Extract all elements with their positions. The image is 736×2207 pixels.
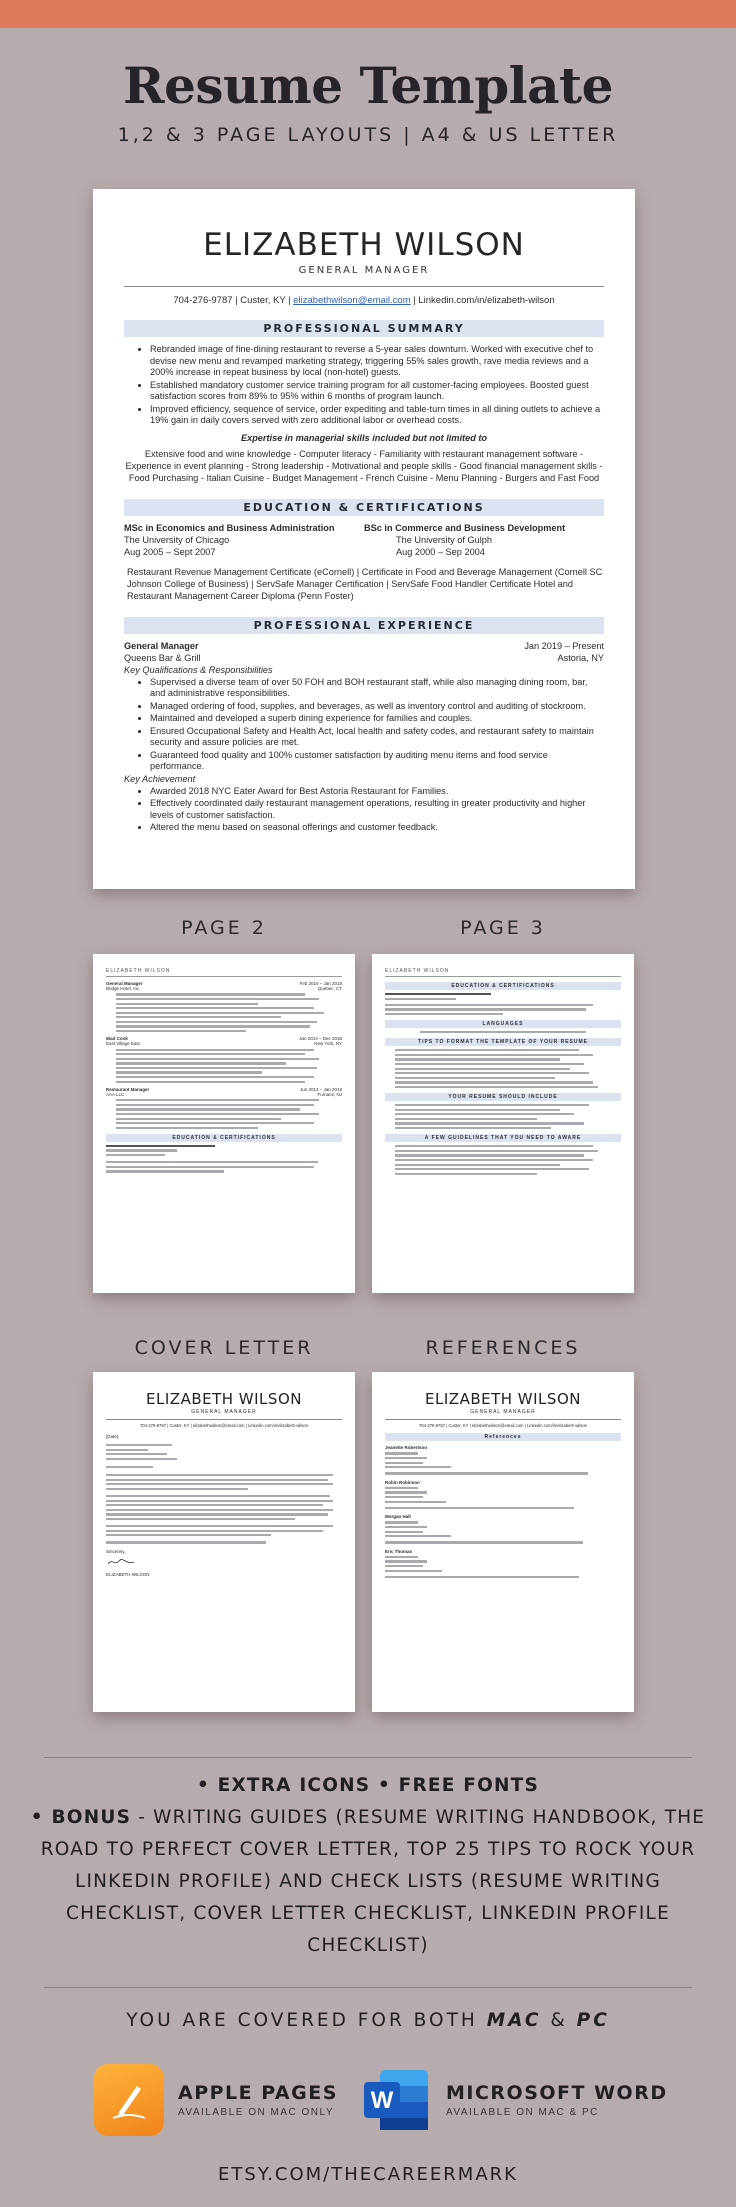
school: The University of Chicago: [124, 535, 230, 546]
skills-heading: Expertise in managerial skills included but not limited to: [240, 432, 488, 443]
signature-image: [106, 1557, 136, 1567]
mini-text-block: [385, 1521, 621, 1543]
covered-mac: MAC: [486, 2010, 542, 2031]
reference-name: Jeanette Robertson: [385, 1445, 428, 1450]
mini-header: ELIZABETH WILSON: [385, 968, 621, 977]
mini-section-heading: A FEW GUIDELINES THAT YOU NEED TO AWARE: [385, 1134, 621, 1142]
mini-header: ELIZABETH WILSON: [106, 968, 342, 977]
apple-pages-icon: [94, 2064, 164, 2136]
summary-item: • Rebranded image of fine-dining restaurant to reverse a 5-year sales downturn. Worked with executive chef to devise new menu and revamped marketing strategy, triggering 55% sales growth, rave media reviews and a 200% increase in repeat business by local (non-hotel) guests.: [150, 344, 604, 379]
mini-job-dates: Jun 2013 – Jan 2018: [299, 1086, 342, 1092]
refs-heading: References: [385, 1433, 621, 1441]
mini-text-block: [106, 1099, 342, 1129]
mini-section-heading: LANGUAGES: [385, 1020, 621, 1028]
edu-dates: Aug 2005 – Sept 2007: [124, 547, 216, 558]
app-name: APPLE PAGES: [178, 2082, 338, 2104]
qualification-item: • Guaranteed food quality and 100% customer satisfaction by auditing menu items and food service performance.: [150, 750, 604, 773]
achievement-item: • Awarded 2018 NYC Eater Award for Best Astoria Restaurant for Families.: [150, 786, 604, 798]
education-entry: [124, 523, 364, 559]
mini-job-dates: Feb 2016 – Jan 2018: [299, 981, 342, 986]
cover-contact: 704-276-9787 | Custer, KY | elizabethwilson@email.com | Linkedin.com/in/elizabeth-wilson: [139, 1423, 309, 1428]
mini-job-company: AAA LLC: [106, 1091, 125, 1097]
page-subtitle: 1,2 & 3 PAGE LAYOUTS | A4 & US LETTER: [117, 124, 619, 146]
page-title: Resume Template: [123, 56, 613, 115]
cover-role: GENERAL MANAGER: [191, 1409, 257, 1415]
mini-job-company: Bridge Hotel, Inc: [106, 986, 140, 991]
edu-dates: Aug 2000 – Sep 2004: [396, 547, 485, 558]
job-title: General Manager: [124, 641, 199, 652]
resume-page-3-preview: [372, 954, 634, 1293]
achievement-list: [150, 786, 604, 834]
summary-item: • Established mandatory customer service training program for all customer-facing employees. Boosted guest satisfaction scores from 89% to 95% within 6 months of program launch.: [150, 380, 604, 403]
certifications-text: Restaurant Revenue Management Certificate (eCornell) | Certificate in Food and Beverage Management (Cornell SC Johnson College of Business) | ServSafe Manager Certification | ServSafe Food Handler Certificate Hotel and Restaurant Management Career Diploma (Penn Foster): [127, 567, 603, 602]
reference-name: Morgan Hall: [385, 1514, 411, 1519]
school: The University of Gulph: [396, 535, 492, 546]
mini-job-location: Furnace, NJ: [317, 1091, 342, 1097]
covered-text: YOU ARE COVERED FOR BOTH: [126, 2010, 487, 2031]
summary-item: • Improved efficiency, sequence of service, order expediting and table-turn times in all dining outlets to achieve a 19% gain in daily covers served with zero additional labor or overhead costs.: [150, 404, 604, 427]
app-availability: AVAILABLE ON MAC & PC: [446, 2107, 599, 2118]
microsoft-word-badge: [360, 2064, 668, 2136]
summary-list: [150, 344, 604, 427]
refs-contact: 704-276-9787 | Custer, KY | elizabethwilson@email.com | Linkedin.com/in/elizabeth-wilson: [418, 1423, 588, 1428]
mini-text-block: [106, 1444, 342, 1544]
shop-url[interactable]: ETSY.COM/THECAREERMARK: [218, 2164, 518, 2185]
mini-job-location: New York, NY: [314, 1041, 342, 1047]
mini-text-block: [106, 993, 342, 1032]
section-heading-experience: PROFESSIONAL EXPERIENCE: [124, 617, 604, 634]
references-preview: [372, 1372, 634, 1712]
qualification-item: • Maintained and developed a superb dining experience for families and couples.: [150, 713, 604, 725]
refs-divider: [385, 1419, 621, 1420]
mini-job-dates: Jan 2014 – Dec 2018: [299, 1036, 342, 1042]
mini-job-title: Restaurant Manager: [106, 1086, 150, 1092]
top-accent-band: [0, 0, 736, 28]
label-references: REFERENCES: [425, 1337, 581, 1359]
qualification-item: • Supervised a diverse team of over 50 FOH and BOH restaurant staff, while also managing dining room, bar, and administrative responsibilities.: [150, 677, 604, 700]
education-entry: [364, 523, 604, 559]
cover-signoff: Sincerely,: [106, 1548, 126, 1554]
mini-text-block: [385, 1452, 621, 1474]
mini-job-title: General Manager: [106, 981, 143, 986]
job-location: Astoria, NY: [557, 652, 604, 663]
mini-text-block: [385, 1049, 621, 1088]
section-heading-education: EDUCATION & CERTIFICATIONS: [124, 499, 604, 516]
skills-text: Extensive food and wine knowledge - Computer literacy - Familiarity with restaurant management software - Experience in event planning - Strong leadership - Motivational and people skills - Good financial management skills - Food Purchasing - Italian Cuisine - Budget Management - French Cuisine - Menu Planning - Burgers and Fast Food: [125, 449, 603, 484]
job-title-row: [124, 641, 604, 653]
mini-text-block: [385, 993, 621, 1015]
features-text: [30, 1770, 706, 1962]
qualifications-list: [150, 677, 604, 773]
qualification-item: • Managed ordering of food, supplies, and beverages, as well as inventory control and auditing of stockroom.: [150, 701, 604, 713]
mini-section-heading: EDUCATION & CERTIFICATIONS: [385, 982, 621, 990]
cover-divider: [106, 1419, 342, 1420]
app-availability: AVAILABLE ON MAC ONLY: [178, 2107, 334, 2118]
covered-amp: &: [541, 2010, 577, 2031]
divider-bottom: [44, 1987, 692, 1988]
label-page-3: PAGE 3: [460, 917, 546, 939]
mini-text-block: [385, 1487, 621, 1509]
covered-pc: PC: [576, 2010, 610, 2031]
refs-name: ELIZABETH WILSON: [425, 1390, 581, 1408]
microsoft-word-icon: [360, 2064, 432, 2136]
mini-job-row: [106, 1041, 342, 1046]
label-page-2: PAGE 2: [181, 917, 267, 939]
degree: BSc in Commerce and Business Development: [364, 523, 566, 534]
job-company-row: [124, 653, 604, 665]
features-line: • EXTRA ICONS • FREE FONTS: [196, 1775, 540, 1796]
header-divider: [124, 286, 604, 287]
contact-line: [124, 295, 604, 306]
reference-name: Eric Thomas: [385, 1548, 413, 1554]
resume-page-2-preview: [93, 954, 355, 1293]
resume-page-1-preview: [93, 189, 635, 889]
mini-section-heading: TIPS TO FORMAT THE TEMPLATE OF YOUR RESUME: [385, 1038, 621, 1046]
mini-job-title: Wait Cook: [106, 1036, 128, 1042]
bonus-label: • BONUS: [30, 1807, 132, 1828]
divider-top: [44, 1757, 692, 1758]
contact-linkedin: | Linkedin.com/in/elizabeth-wilson: [413, 295, 555, 306]
mini-job-location: Quebec, CT: [317, 986, 342, 991]
section-heading-summary: PROFESSIONAL SUMMARY: [124, 320, 604, 337]
achievement-item: • Effectively coordinated daily restaurant management operations, resulting in greater productivity and higher levels of customer satisfaction.: [150, 798, 604, 821]
mini-text-block: [385, 1031, 621, 1033]
mini-text-block: [106, 1049, 342, 1083]
mini-text-block: [106, 1145, 342, 1173]
app-name: MICROSOFT WORD: [446, 2082, 668, 2104]
bonus-text: - WRITING GUIDES (RESUME WRITING HANDBOOK, THE ROAD TO PERFECT COVER LETTER, TOP 25 TIPS TO ROCK YOUR LINKEDIN PROFILE) AND CHECK LISTS (RESUME WRITING CHECKLIST, COVER LETTER CHECKLIST, LINKEDIN PROFILE CHECKLIST): [40, 1807, 706, 1956]
resume-role: GENERAL MANAGER: [298, 265, 430, 276]
contact-email: elizabethwilson@email.com: [293, 295, 411, 306]
cover-signed-name: ELIZABETH WILSON: [106, 1571, 150, 1577]
education-row: [124, 523, 604, 559]
svg-text:W: W: [370, 2087, 394, 2114]
resume-name: ELIZABETH WILSON: [203, 227, 525, 263]
qualification-item: • Ensured Occupational Safety and Health Act, local health and safety codes, and restaurant safety to maintain security and assure policies are met.: [150, 726, 604, 749]
qualifications-heading: Key Qualifications & Responsibilities: [124, 664, 273, 675]
platform-coverage: [0, 2010, 736, 2031]
cover-date: [Date]: [106, 1434, 119, 1439]
mini-text-block: [385, 1145, 621, 1175]
label-cover-letter: COVER LETTER: [134, 1337, 314, 1359]
refs-role: GENERAL MANAGER: [470, 1409, 536, 1415]
mini-section-heading: EDUCATION & CERTIFICATIONS: [106, 1134, 342, 1142]
mini-job-company: East Village Eats: [106, 1041, 140, 1047]
mini-text-block: [385, 1104, 621, 1129]
contact-phone-location: 704-276-9787 | Custer, KY |: [173, 295, 291, 306]
achievement-item: • Altered the menu based on seasonal offerings and customer feedback.: [150, 822, 604, 834]
degree: MSc in Economics and Business Administration: [124, 523, 335, 534]
apple-pages-badge: [94, 2064, 338, 2136]
reference-name: Robin Robinson: [385, 1479, 420, 1485]
cover-letter-preview: [93, 1372, 355, 1712]
mini-text-block: [385, 1556, 621, 1578]
mini-job-row: [106, 1092, 342, 1097]
cover-name: ELIZABETH WILSON: [146, 1390, 302, 1408]
mini-section-heading: YOUR RESUME SHOULD INCLUDE: [385, 1093, 621, 1101]
achievement-heading: Key Achievement: [124, 773, 196, 784]
job-company: Queens Bar & Grill: [124, 652, 201, 663]
mini-job-row: [106, 986, 342, 991]
job-dates: Jan 2019 – Present: [524, 641, 604, 652]
